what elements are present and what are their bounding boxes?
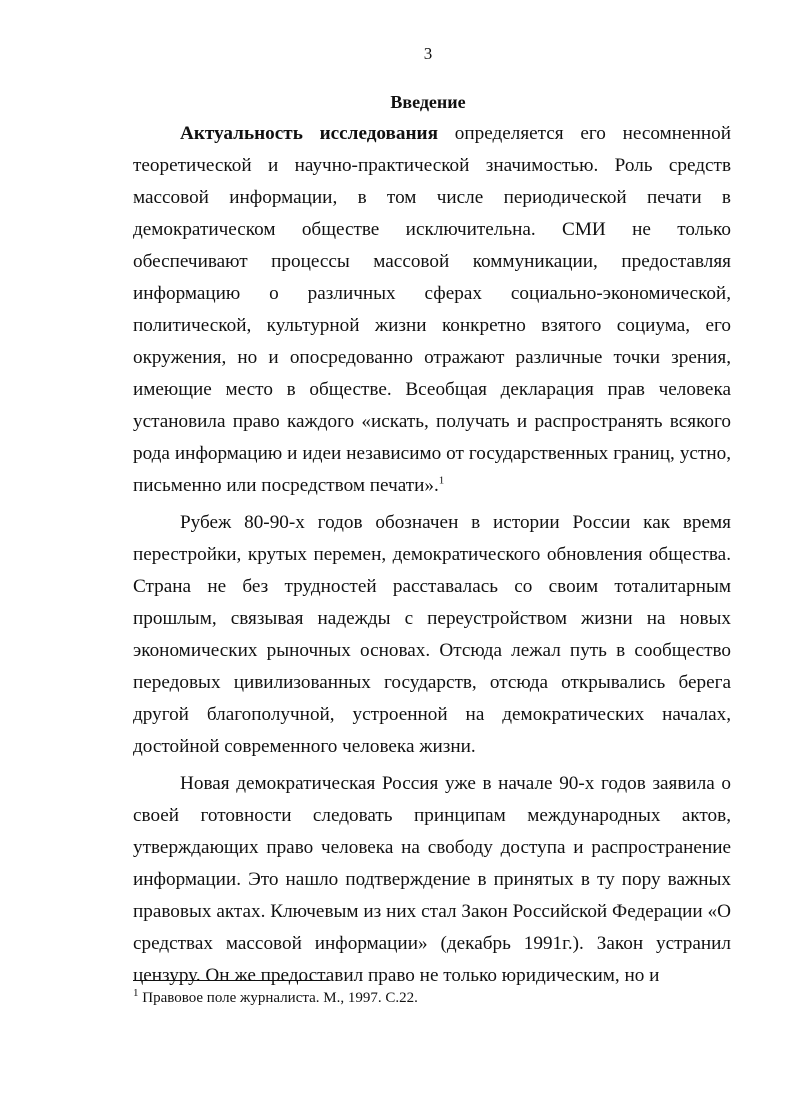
paragraph-new-russia: Новая демократическая Россия уже в начале 90-х годов заявила о своей готовности следовать принципам международных актов, утверждающих право человека на свободу доступа и распространение информации. Это нашло подтверждение в принятых в ту пору важных правовых актах. Ключевым из них стал Закон Российской Федерации «О средствах массовой информации» (декабрь 1991г.). Закон устранил цензуру. Он же предоставил право не только юридическим, но и — [133, 773, 731, 986]
page-number: 3 — [423, 44, 433, 63]
paragraph-history: Рубеж 80-90-х годов обозначен в истории России как время перестройки, крутых перемен, демократического обновления общества. Страна не без трудностей расставалась со своим тоталитарным прошлым, связывая надежды с переустройством жизни на новых экономических рыночных основах. Отсюда лежал путь в сообщество передовых цивилизованных государств, отсюда открывались берега другой благополучной, устроенной на демократических началах, достойной современного человека жизни. — [133, 512, 731, 757]
footnote-text: Правовое поле журналиста. М., 1997. С.22. — [138, 990, 418, 1006]
paragraph-text: определяется его несомненной теоретической и научно-практической значимостью. Роль средств массовой информации, в том числе периодической печати в демократическом обществе исключительна. СМИ не только обеспечивают процессы массовой коммуникации, предоставляя информацию о различных сферах социально-экономической, политической, культурной жизни конкретно взятого социума, его окружения, но и опосредованно отражают различные точки зрения, имеющие место в обществе. Всеобщая декларация прав человека установила право каждого «искать, получать и распространять всякого рода информацию и идеи независимо от государственных границ, устно, письменно или посредством печати». — [133, 123, 731, 496]
section-heading: Введение — [390, 92, 466, 112]
paragraph-relevance — [133, 118, 731, 502]
footnote-separator — [133, 980, 329, 981]
footnote — [133, 988, 418, 1008]
footnote-marker: 1 — [133, 987, 139, 999]
paragraph-lead: Актуальность исследования — [180, 123, 438, 144]
body-text — [133, 118, 731, 992]
footnote-reference: 1 — [438, 474, 445, 487]
